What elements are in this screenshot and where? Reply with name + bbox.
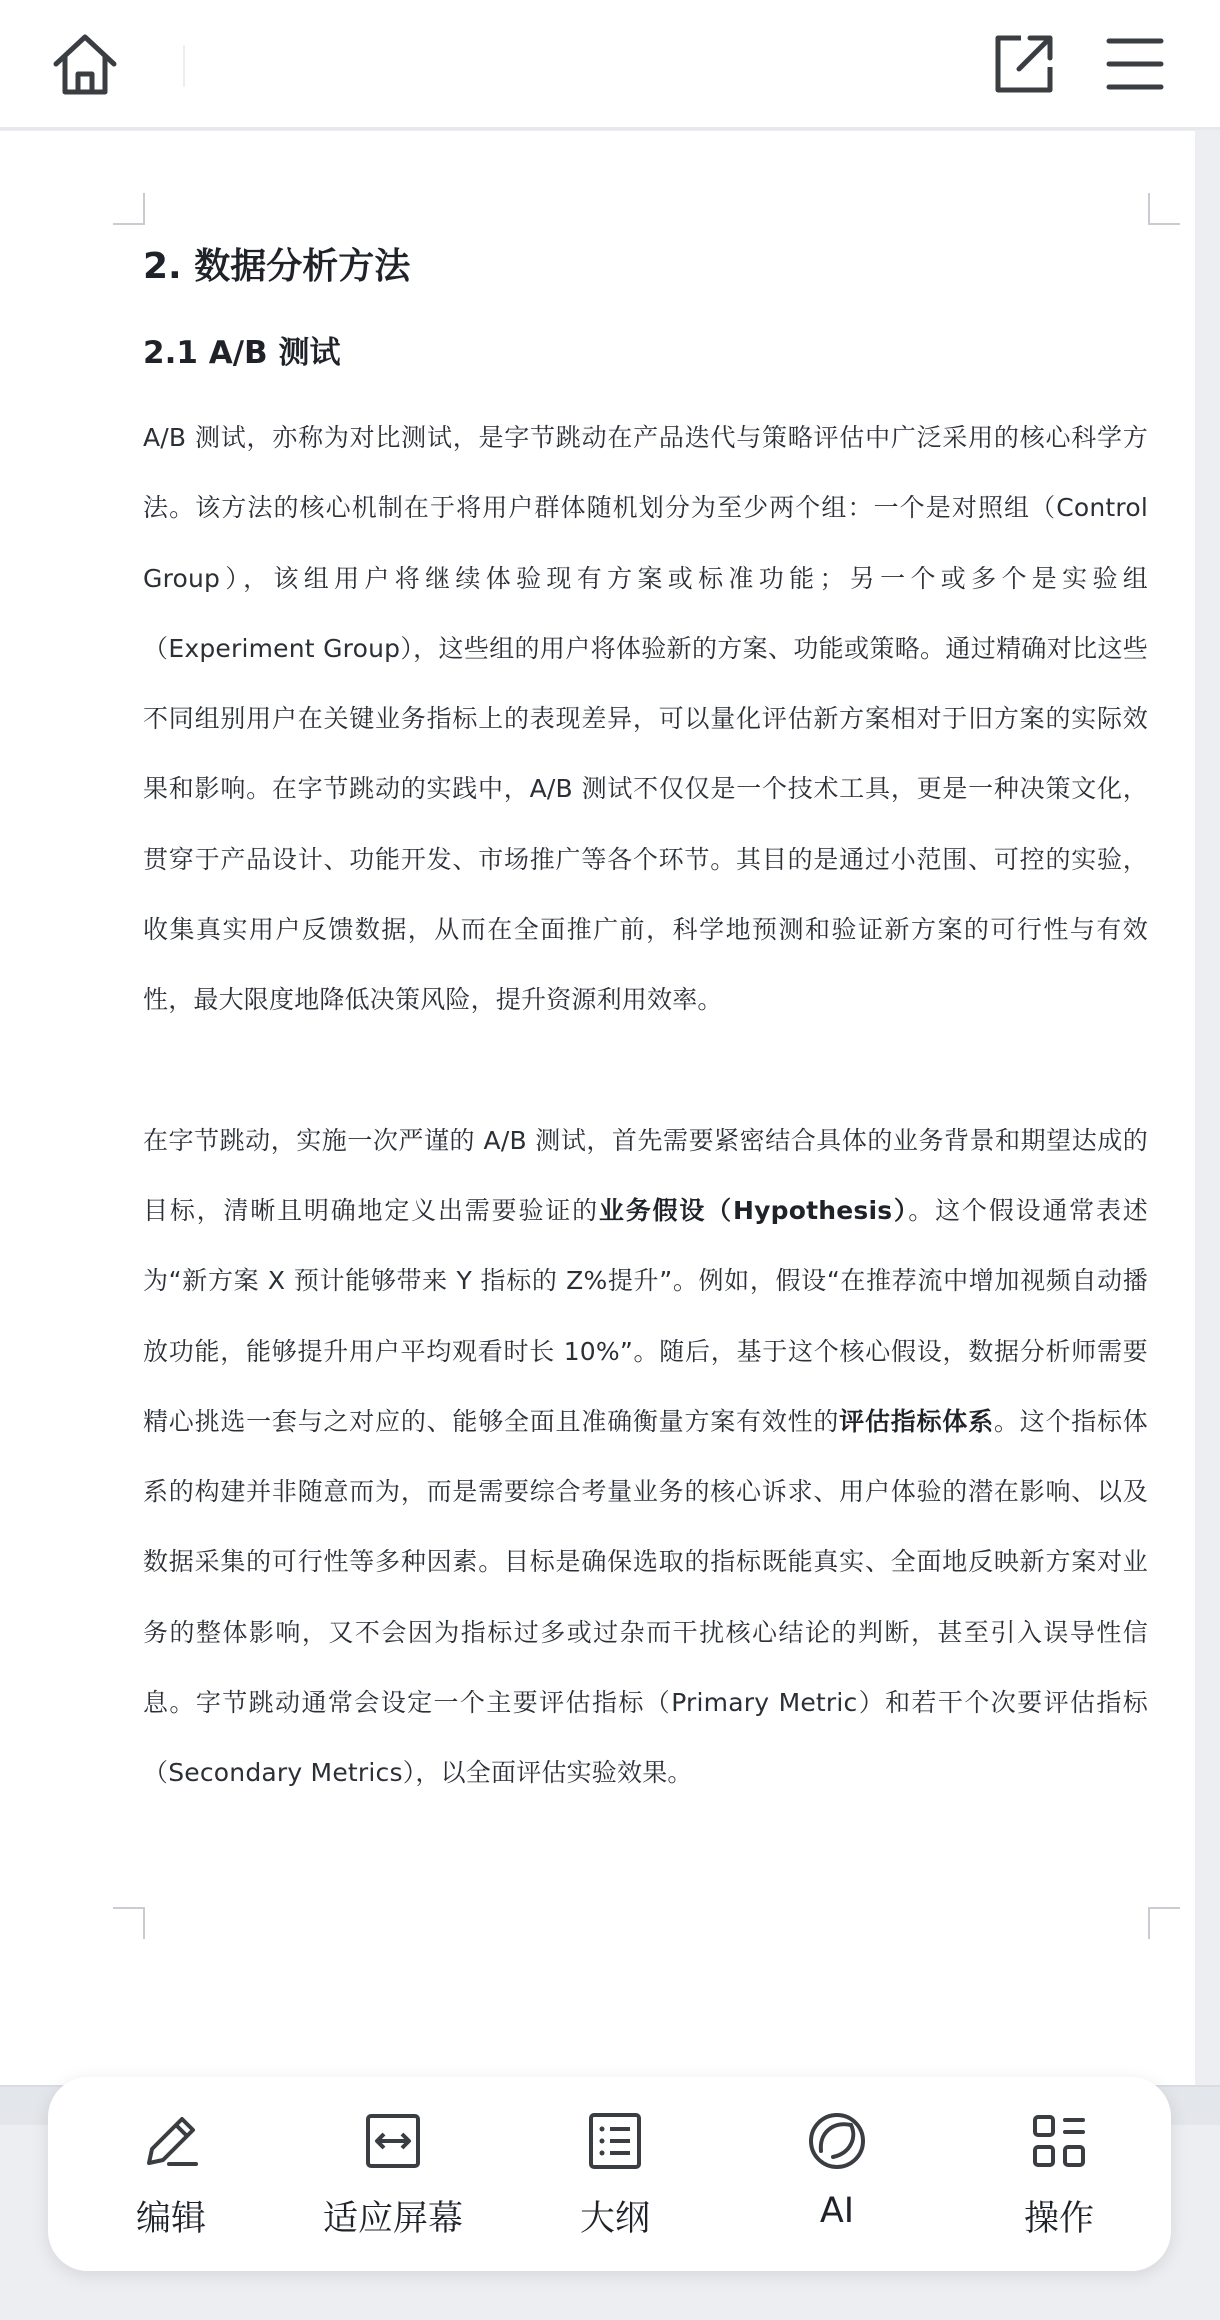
topbar-divider: [183, 45, 185, 87]
fit-screen-button-label: 适应屏幕: [322, 2199, 463, 2239]
share-icon[interactable]: [993, 33, 1055, 95]
edit-button[interactable]: [66, 2077, 276, 2271]
bold-term-hypothesis: 业务假设（Hypothesis）: [598, 1195, 909, 1225]
paragraph-text: 。这个指标体系的构建并非随意而为，而是需要综合考量业务的核心诉求、用户体验的潜在影响、以及数据采集的可行性等多种因素。目标是确保选取的指标既能真实、全面地反映新方案对业务的整体影响，又不会因为指标过多或过杂而干扰核心结论的判断，甚至引入误导性信息。字节跳动通常会设定一个主要评估指标（Primary Metric）和若干个次要评估指标（Secondary Metrics），以全面评估实验效果。: [143, 1406, 1149, 1788]
crop-mark-bottom-right: [1148, 1907, 1180, 1939]
top-bar: [0, 0, 1220, 130]
actions-button-label: 操作: [1023, 2199, 1094, 2239]
document-page: [0, 131, 1195, 2085]
document-content: [143, 231, 1148, 1809]
outline-button[interactable]: [510, 2077, 720, 2271]
bottom-toolbar: [48, 2077, 1171, 2271]
crop-mark-top-right: [1148, 193, 1180, 225]
ai-icon: [807, 2111, 867, 2171]
edit-button-label: 编辑: [135, 2199, 206, 2239]
fit-screen-icon: [363, 2111, 423, 2171]
section-heading: 2. 数据分析方法: [143, 246, 411, 287]
fit-screen-button[interactable]: [288, 2077, 498, 2271]
apps-grid-icon: [1029, 2111, 1089, 2171]
paragraph-text: 。这个假设通常表述为“新方案 X 预计能够带来 Y 指标的 Z%提升”。例如，假设“在推荐流中增加视频自动播放功能，能够提升用户平均观看时长 10%”。随后，基于这个核心假设，数据分析师需要精心挑选一套与之对应的、能够全面且准确衡量方案有效性的: [143, 1195, 1149, 1436]
outline-icon: [585, 2111, 645, 2171]
crop-mark-bottom-left: [113, 1907, 145, 1939]
bold-term-metrics-system: 评估指标体系: [839, 1406, 994, 1436]
outline-button-label: 大纲: [579, 2199, 650, 2239]
subsection-heading: 2.1 A/B 测试: [143, 335, 341, 371]
paragraph-text: 在字节跳动，实施一次严谨的 A/B 测试，首先需要紧密结合具体的业务背景和期望达成的目标，清晰且明确地定义出需要验证的: [143, 1125, 1148, 1225]
pencil-icon: [141, 2111, 201, 2171]
ai-button[interactable]: [732, 2077, 942, 2271]
actions-button[interactable]: [954, 2077, 1164, 2271]
home-icon[interactable]: [50, 30, 120, 100]
menu-icon[interactable]: [1106, 36, 1164, 92]
crop-mark-top-left: [113, 193, 145, 225]
ai-button-label: AI: [819, 2191, 855, 2231]
paragraph-ab-test-process: [143, 1106, 1148, 1809]
paragraph-ab-test-intro: A/B 测试，亦称为对比测试，是字节跳动在产品迭代与策略评估中广泛采用的核心科学方法。该方法的核心机制在于将用户群体随机划分为至少两个组：一个是对照组（Control Group），该组用户将继续体验现有方案或标准功能；另一个或多个是实验组（Experiment Group），这些组的用户将体验新的方案、功能或策略。通过精确对比这些不同组别用户在关键业务指标上的表现差异，可以量化评估新方案相对于旧方案的实际效果和影响。在字节跳动的实践中，A/B 测试不仅仅是一个技术工具，更是一种决策文化，贯穿于产品设计、功能开发、市场推广等各个环节。其目的是通过小范围、可控的实验，收集真实用户反馈数据，从而在全面推广前，科学地预测和验证新方案的可行性与有效性，最大限度地降低决策风险，提升资源利用效率。: [143, 423, 1148, 1015]
